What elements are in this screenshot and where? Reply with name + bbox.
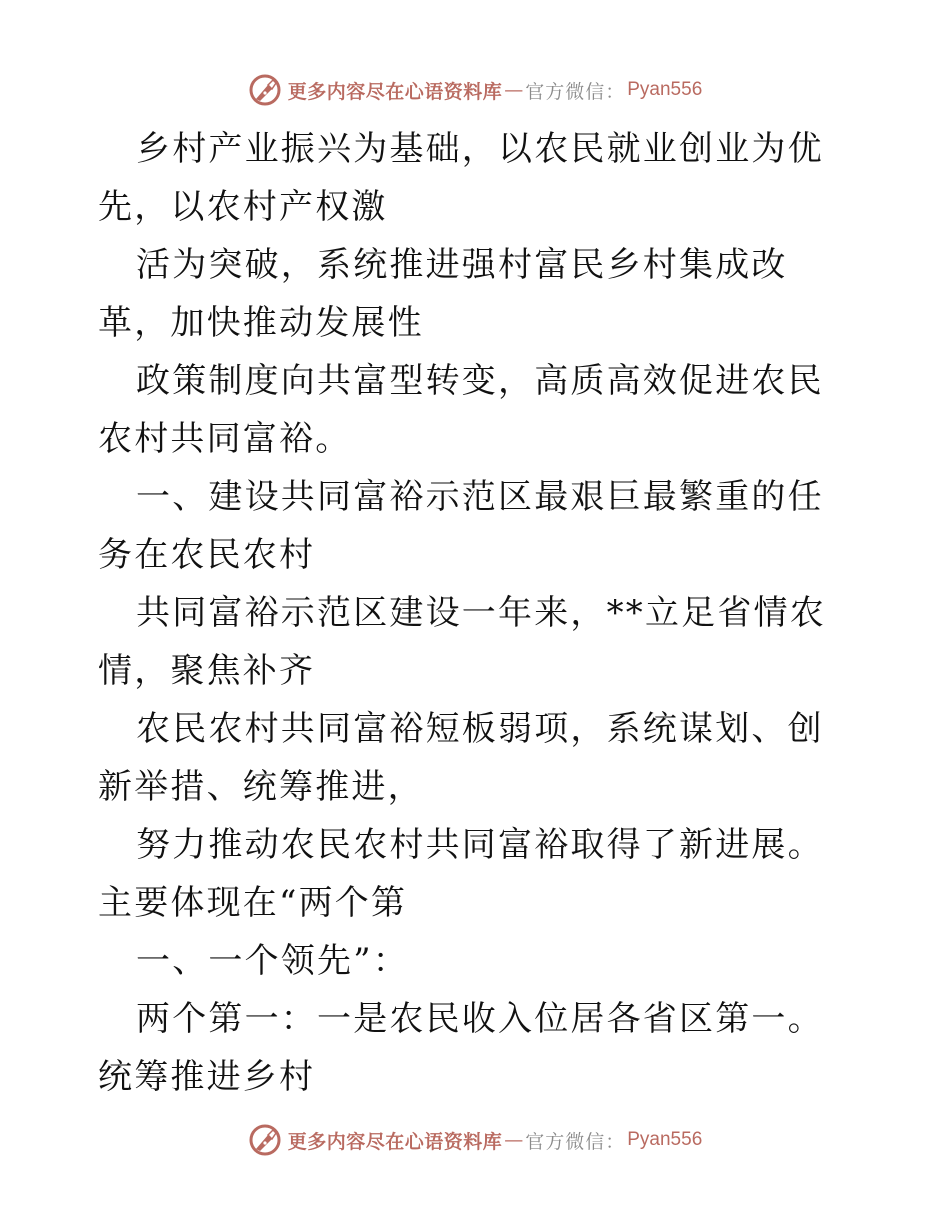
- paragraph: 努力推动农民农村共同富裕取得了新进展。主要体现在“两个第: [98, 825, 824, 923]
- header-watermark-banner: [0, 70, 950, 110]
- paragraph: 政策制度向共富型转变，高质高效促进农民农村共同富裕。: [98, 361, 824, 459]
- paragraph: 共同富裕示范区建设一年来，**立足省情农情，聚焦补齐: [98, 593, 826, 691]
- paragraph: 活为突破，系统推进强村富民乡村集成改革，加快推动发展性: [98, 245, 788, 343]
- banner-title: 更多内容尽在心语资料库: [287, 80, 503, 103]
- banner-dash: —: [504, 1129, 524, 1151]
- paragraph: 两个第一：一是农民收入位居各省区第一。统筹推进乡村: [98, 999, 824, 1097]
- banner-wechat-label: 官方微信：: [525, 1130, 626, 1153]
- banner-wechat-id: Pyan556: [627, 79, 703, 100]
- paragraph: 农民农村共同富裕短板弱项，系统谋划、创新举措、统筹推进，: [98, 709, 824, 807]
- banner-title: 更多内容尽在心语资料库: [287, 1130, 503, 1153]
- pen-nib-logo-icon: [248, 73, 282, 107]
- section-heading: 一、建设共同富裕示范区最艰巨最繁重的任务在农民农村: [98, 477, 824, 575]
- paragraph: 乡村产业振兴为基础，以农民就业创业为优先，以农村产权激: [98, 129, 824, 227]
- footer-watermark-banner: [0, 1120, 950, 1160]
- document-body: [98, 120, 858, 1106]
- banner-wechat-label: 官方微信：: [525, 80, 626, 103]
- paragraph: 一、一个领先”：: [136, 941, 409, 981]
- banner-wechat-id: Pyan556: [627, 1129, 703, 1150]
- pen-nib-logo-icon: [248, 1123, 282, 1157]
- banner-dash: —: [504, 79, 524, 101]
